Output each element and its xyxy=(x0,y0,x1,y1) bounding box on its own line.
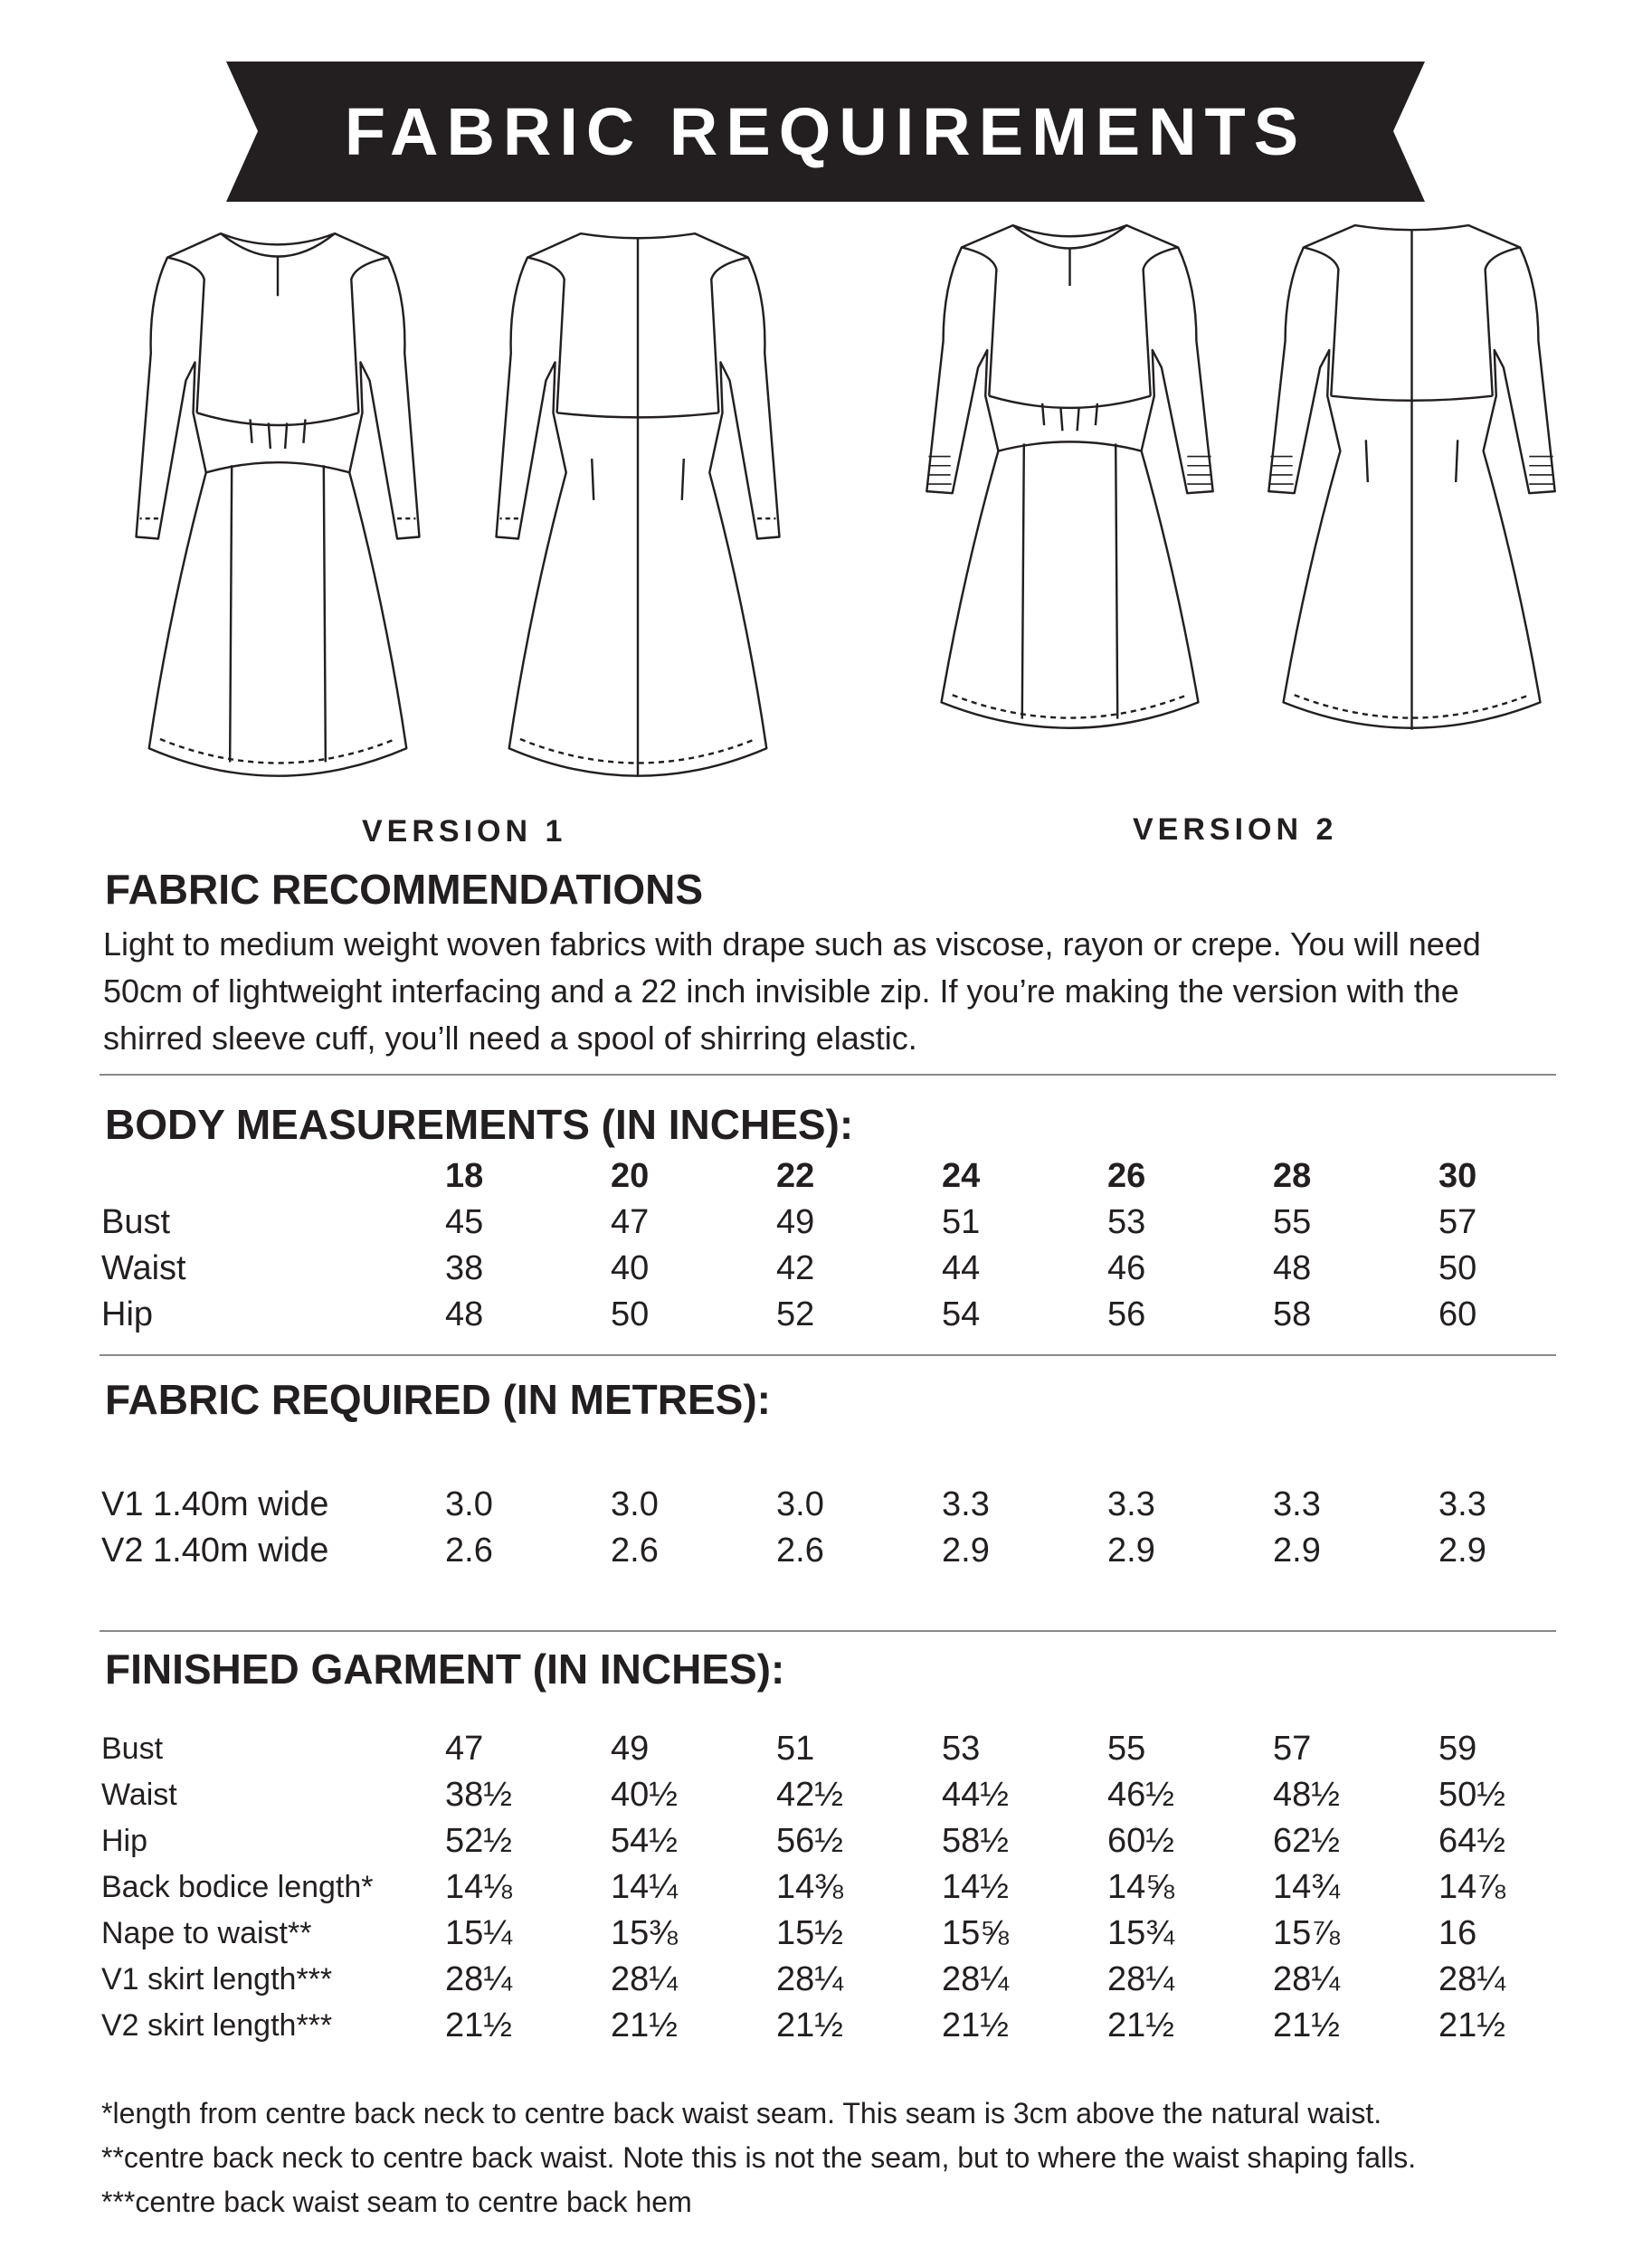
table-cell: 47 xyxy=(611,1203,650,1241)
table-cell: 21½ xyxy=(1438,2006,1505,2044)
table-cell: 57 xyxy=(1438,1203,1477,1241)
version-1-label: VERSION 1 xyxy=(362,814,567,849)
table-cell: 52½ xyxy=(445,1822,512,1860)
version-2-front-dress-illustration xyxy=(905,215,1235,749)
version-1-back-dress-illustration xyxy=(470,224,805,794)
table-cell: 60½ xyxy=(1107,1822,1174,1860)
table-cell: 46 xyxy=(1107,1249,1146,1287)
table-cell: 40½ xyxy=(611,1776,678,1814)
size-header: 30 xyxy=(1438,1157,1477,1195)
table-cell: 47 xyxy=(445,1730,484,1768)
version-2-label: VERSION 2 xyxy=(1133,812,1338,847)
table-cell: 14⅝ xyxy=(1107,1868,1174,1906)
table-cell: 55 xyxy=(1107,1730,1146,1768)
table-cell: 15⅝ xyxy=(942,1914,1009,1952)
table-cell: 38 xyxy=(445,1249,484,1287)
table-cell: 28¼ xyxy=(942,1960,1009,1998)
row-label: Hip xyxy=(101,1295,154,1333)
table-cell: 53 xyxy=(1107,1203,1146,1241)
fabric-required-heading: FABRIC REQUIRED (IN METRES): xyxy=(105,1376,771,1423)
table-cell: 50 xyxy=(611,1295,650,1333)
table-row xyxy=(101,1246,1604,1292)
table-cell: 3.0 xyxy=(776,1485,824,1523)
table-row xyxy=(101,1957,1604,2003)
table-cell: 21½ xyxy=(445,2006,512,2044)
recommendation-line: 50cm of lightweight interfacing and a 22 inch invisible zip. If you’re making the version with the xyxy=(103,972,1459,1010)
table-cell: 42½ xyxy=(776,1776,843,1814)
finished-garment-heading: FINISHED GARMENT (IN INCHES): xyxy=(105,1646,785,1693)
table-cell: 3.3 xyxy=(1438,1485,1486,1523)
table-cell: 60 xyxy=(1438,1295,1477,1333)
table-row xyxy=(101,1482,1604,1528)
recommendation-line: Light to medium weight woven fabrics with drape such as viscose, rayon or crepe. You will need xyxy=(103,925,1481,963)
table-cell: 48 xyxy=(445,1295,484,1333)
table-cell: 2.6 xyxy=(445,1532,493,1570)
table-cell: 14¼ xyxy=(611,1868,678,1906)
table-cell: 3.3 xyxy=(1273,1485,1321,1523)
table-cell: 14⅞ xyxy=(1438,1868,1505,1906)
table-cell: 2.6 xyxy=(611,1532,659,1570)
footnote: ***centre back waist seam to centre back hem xyxy=(101,2186,692,2218)
table-cell: 21½ xyxy=(776,2006,843,2044)
fabric-required-table xyxy=(101,1482,1604,1574)
table-cell: 28¼ xyxy=(776,1960,843,1998)
table-cell: 52 xyxy=(776,1295,815,1333)
table-cell: 44½ xyxy=(942,1776,1009,1814)
section-divider xyxy=(100,1074,1556,1076)
table-cell: 38½ xyxy=(445,1776,512,1814)
size-header: 26 xyxy=(1107,1157,1146,1195)
table-cell: 2.9 xyxy=(1107,1532,1155,1570)
size-header: 20 xyxy=(611,1157,650,1195)
table-cell: 28¼ xyxy=(1107,1960,1174,1998)
table-cell: 51 xyxy=(776,1730,815,1768)
table-cell: 40 xyxy=(611,1249,650,1287)
table-cell: 49 xyxy=(611,1730,650,1768)
title-banner xyxy=(226,62,1425,202)
table-cell: 21½ xyxy=(611,2006,678,2044)
recommendation-line: shirred sleeve cuff, you’ll need a spool of shirring elastic. xyxy=(103,1020,917,1057)
table-row xyxy=(101,1726,1604,1772)
table-cell: 51 xyxy=(942,1203,981,1241)
table-cell: 2.9 xyxy=(1438,1532,1486,1570)
table-cell: 14⅜ xyxy=(776,1868,843,1906)
table-cell: 44 xyxy=(942,1249,981,1287)
table-cell: 14½ xyxy=(942,1868,1009,1906)
size-header-row xyxy=(101,1153,1604,1200)
table-cell: 15⅜ xyxy=(611,1914,678,1952)
table-cell: 14¾ xyxy=(1273,1868,1340,1906)
table-cell: 54½ xyxy=(611,1822,678,1860)
table-cell: 50 xyxy=(1438,1249,1477,1287)
table-cell: 46½ xyxy=(1107,1776,1174,1814)
table-cell: 58½ xyxy=(942,1822,1009,1860)
table-cell: 2.9 xyxy=(942,1532,990,1570)
table-cell: 28¼ xyxy=(445,1960,512,1998)
table-cell: 2.6 xyxy=(776,1532,824,1570)
table-cell: 64½ xyxy=(1438,1822,1505,1860)
table-cell: 28¼ xyxy=(1273,1960,1340,1998)
table-cell: 15¾ xyxy=(1107,1914,1174,1952)
table-cell: 15¼ xyxy=(445,1914,512,1952)
table-cell: 3.0 xyxy=(611,1485,659,1523)
fabric-recommendations-heading: FABRIC RECOMMENDATIONS xyxy=(105,866,704,913)
row-label: V1 1.40m wide xyxy=(101,1485,329,1523)
size-header: 22 xyxy=(776,1157,815,1195)
row-label: Waist xyxy=(101,1778,177,1812)
table-cell: 45 xyxy=(445,1203,484,1241)
table-cell: 48½ xyxy=(1273,1776,1340,1814)
table-cell: 58 xyxy=(1273,1295,1312,1333)
table-cell: 48 xyxy=(1273,1249,1312,1287)
table-cell: 54 xyxy=(942,1295,981,1333)
table-cell: 55 xyxy=(1273,1203,1312,1241)
table-row xyxy=(101,1818,1604,1864)
row-label: Nape to waist** xyxy=(101,1916,312,1950)
row-label: Hip xyxy=(101,1824,148,1858)
table-cell: 28¼ xyxy=(1438,1960,1505,1998)
body-measurements-table xyxy=(101,1153,1604,1338)
table-cell: 15⅞ xyxy=(1273,1914,1340,1952)
size-header: 28 xyxy=(1273,1157,1312,1195)
footnotes xyxy=(101,2092,1416,2224)
table-cell: 56½ xyxy=(776,1822,843,1860)
section-divider xyxy=(100,1630,1556,1632)
table-cell: 21½ xyxy=(1107,2006,1174,2044)
row-label: Waist xyxy=(101,1249,186,1287)
size-header: 18 xyxy=(445,1157,484,1195)
section-divider xyxy=(100,1354,1556,1356)
footnote: **centre back neck to centre back waist. Note this is not the seam, but to where the waist shaping falls. xyxy=(101,2141,1417,2174)
table-row xyxy=(101,1772,1604,1818)
table-row xyxy=(101,1911,1604,1957)
body-measurements-heading: BODY MEASUREMENTS (IN INCHES): xyxy=(105,1101,854,1148)
table-row xyxy=(101,1528,1604,1574)
table-cell: 62½ xyxy=(1273,1822,1340,1860)
table-cell: 53 xyxy=(942,1730,981,1768)
table-cell: 3.3 xyxy=(1107,1485,1155,1523)
table-cell: 42 xyxy=(776,1249,815,1287)
table-cell: 15½ xyxy=(776,1914,843,1952)
table-cell: 14⅛ xyxy=(445,1868,512,1906)
table-cell: 50½ xyxy=(1438,1776,1505,1814)
table-cell: 56 xyxy=(1107,1295,1146,1333)
fabric-recommendations-text xyxy=(103,921,1569,1062)
row-label: V1 skirt length*** xyxy=(101,1962,333,1997)
footnote: *length from centre back neck to centre back waist seam. This seam is 3cm above the natural waist. xyxy=(101,2097,1382,2129)
row-label: V2 skirt length*** xyxy=(101,2008,333,2043)
table-row xyxy=(101,1864,1604,1911)
row-label: Back bodice length* xyxy=(101,1870,374,1904)
table-cell: 28¼ xyxy=(611,1960,678,1998)
table-row xyxy=(101,1200,1604,1246)
table-cell: 21½ xyxy=(942,2006,1009,2044)
table-cell: 49 xyxy=(776,1203,815,1241)
version-2-back-dress-illustration xyxy=(1247,215,1577,749)
row-label: Bust xyxy=(101,1731,164,1766)
table-cell: 16 xyxy=(1438,1914,1477,1952)
table-row xyxy=(101,2003,1604,2049)
table-cell: 2.9 xyxy=(1273,1532,1321,1570)
table-cell: 3.0 xyxy=(445,1485,493,1523)
table-row xyxy=(101,1292,1604,1338)
table-cell: 3.3 xyxy=(942,1485,990,1523)
page-title: FABRIC REQUIREMENTS xyxy=(344,94,1307,169)
size-header: 24 xyxy=(942,1157,981,1195)
row-label: V2 1.40m wide xyxy=(101,1532,329,1570)
version-1-front-dress-illustration xyxy=(110,224,445,794)
finished-garment-table xyxy=(101,1726,1604,2049)
row-label: Bust xyxy=(101,1203,171,1241)
table-cell: 21½ xyxy=(1273,2006,1340,2044)
table-cell: 59 xyxy=(1438,1730,1477,1768)
table-cell: 57 xyxy=(1273,1730,1312,1768)
